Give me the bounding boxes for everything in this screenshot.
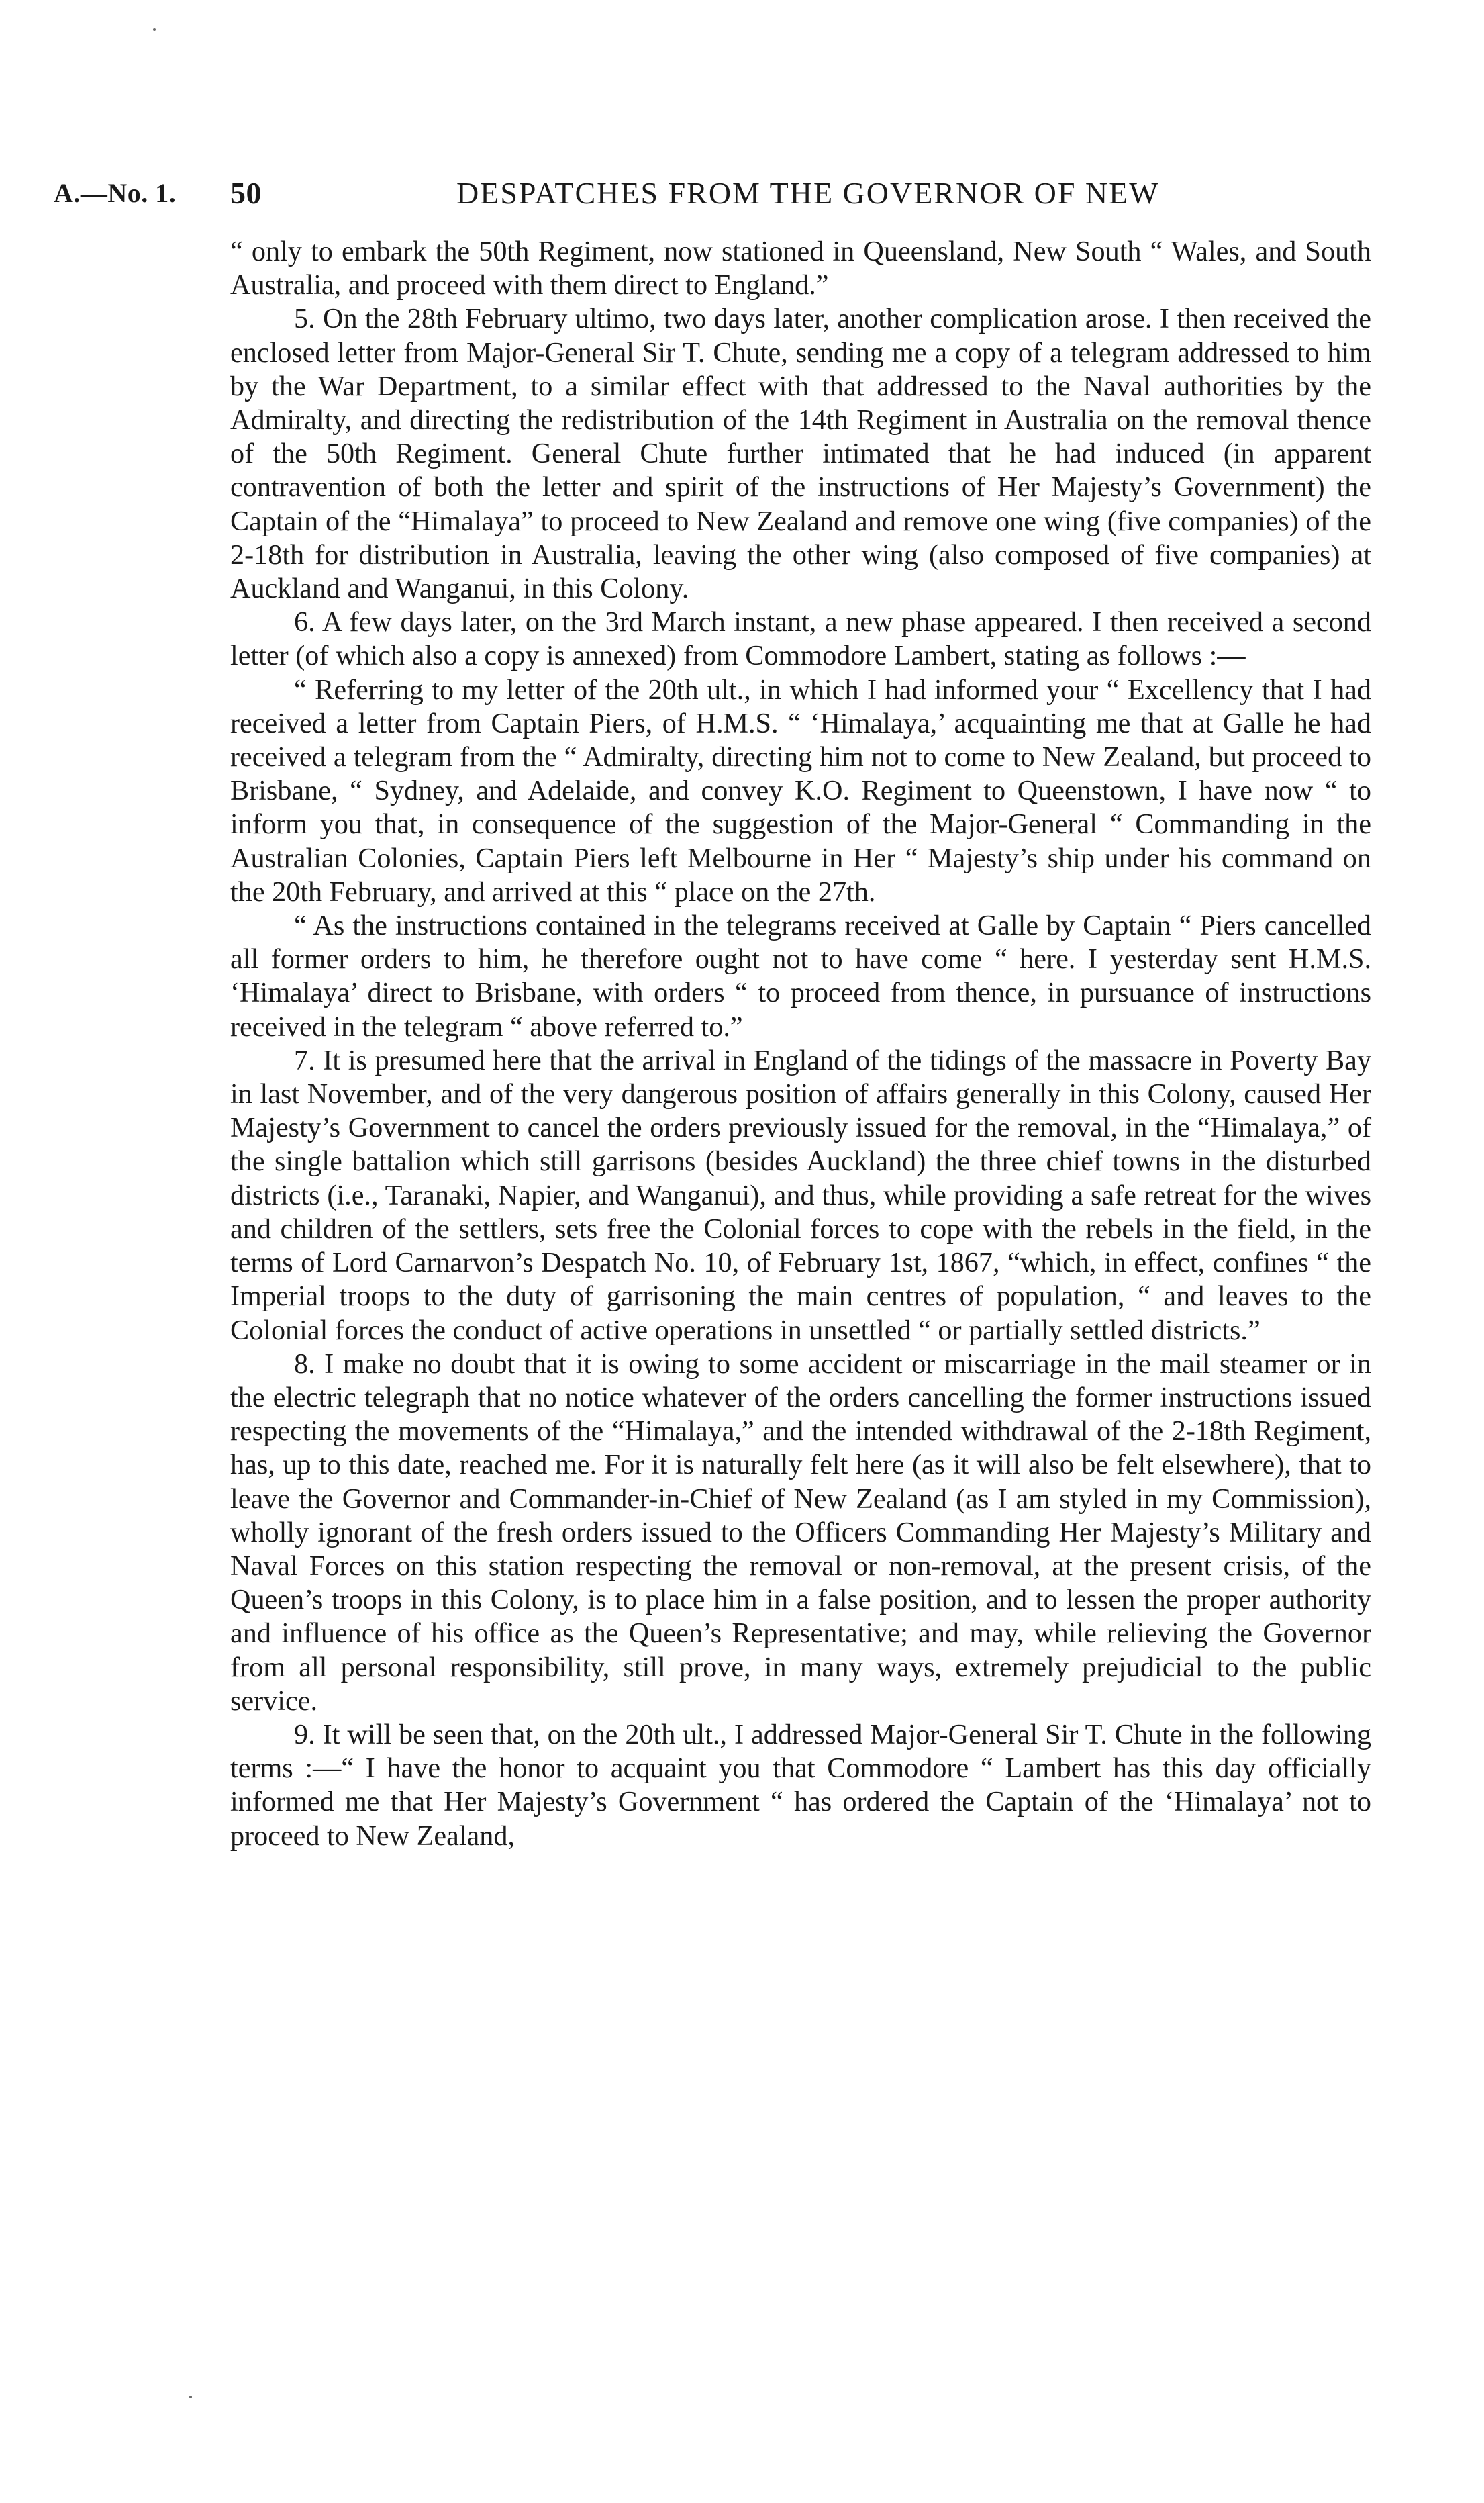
page-number: 50	[230, 176, 262, 210]
paragraph-9: 9. It will be seen that, on the 20th ult., I addressed Major-General Sir T. Chute in the following terms :—“ I have the honor to acquaint you that Commodore “ Lambert has this day officially informed me that Her Majesty’s Government “ has ordered the Captain of the ‘Himalaya’ not to proceed to New Zealand,	[230, 1718, 1371, 1852]
scan-speck	[153, 28, 156, 31]
paragraph-5: 5. On the 28th February ultimo, two days later, another complication arose. I then received the enclosed letter from Major-General Sir T. Chute, sending me a copy of a telegram addressed to him by the War Department, to a similar effect with that addressed to the Naval authorities by the Admiralty, and directing the redistribution of the 14th Regiment in Australia on the removal thence of the 50th Regiment. General Chute further intimated that he had induced (in apparent contravention of both the letter and spirit of the instructions of Her Majesty’s Government) the Captain of the “Himalaya” to proceed to New Zealand and remove one wing (five companies) of the 2-18th for distribution in Australia, leaving the other wing (also composed of five companies) at Auckland and Wanganui, in this Colony.	[230, 303, 1371, 605]
page-title: DESPATCHES FROM THE GOVERNOR OF NEW	[456, 176, 1160, 210]
quoted-letter-part-1: “ Referring to my letter of the 20th ult., in which I had informed your “ Excellency that I had received a letter from Captain Piers, of H.M.S. “ ‘Himalaya,’ acquainting me that at Galle he had received a telegram from the “ Admiralty, directing him not to come to New Zealand, but proceed to Brisbane, “ Sydney, and Adelaide, and convey K.O. Regiment to Queenstown, I have now “ to inform you that, in consequence of the suggestion of the Major-General “ Commanding in the Australian Colonies, Captain Piers left Melbourne in Her “ Majesty’s ship under his command on the 20th February, and arrived at this “ place on the 27th.	[230, 673, 1371, 908]
paragraph-7: 7. It is presumed here that the arrival in England of the tidings of the massacre in Poverty Bay in last November, and of the very dangerous position of affairs generally in this Colony, caused Her Majesty’s Government to cancel the orders previously issued for the removal, in the “Himalaya,” of the single battalion which still garrisons (besides Auckland) the three chief towns in the disturbed districts (i.e., Taranaki, Napier, and Wanganui), and thus, while providing a safe retreat for the wives and children of the settlers, sets free the Colonial forces to cope with the rebels in the field, in the terms of Lord Carnarvon’s Despatch No. 10, of February 1st, 1867, “which, in effect, confines “ the Imperial troops to the duty of garrisoning the main centres of population, “ and leaves to the Colonial forces the conduct of active operations in unsettled “ or partially settled districts.”	[230, 1044, 1371, 1346]
paragraph-6: 6. A few days later, on the 3rd March instant, a new phase appeared. I then received a second letter (of which also a copy is annexed) from Commodore Lambert, stating as follows :—	[230, 606, 1371, 672]
quoted-letter-part-2: “ As the instructions contained in the telegrams received at Galle by Captain “ Piers cancelled all former orders to him, he therefore ought not to have come “ here. I yesterday sent H.M.S. ‘Himalaya’ direct to Brisbane, with orders “ to proceed from thence, in pursuance of instructions received in the telegram “ above referred to.”	[230, 910, 1371, 1043]
paragraph-8: 8. I make no doubt that it is owing to some accident or miscarriage in the mail steamer or in the electric telegraph that no notice whatever of the orders cancelling the former instructions issued respecting the movements of the “Himalaya,” and the intended withdrawal of the 2-18th Regiment, has, up to this date, reached me. For it is naturally felt here (as it will also be felt elsewhere), that to leave the Governor and Commander-in-Chief of New Zealand (as I am styled in my Commission), wholly ignorant of the fresh orders issued to the Officers Commanding Her Majesty’s Military and Naval Forces on this station respecting the removal or non-removal, at the present crisis, of the Queen’s troops in this Colony, is to place him in a false position, and to lessen the proper authority and influence of his office as the Queen’s Representative; and may, while relieving the Governor from all personal responsibility, still prove, in many ways, extremely prejudicial to the public service.	[230, 1348, 1371, 1717]
body-text	[230, 235, 1371, 1853]
scan-speck	[189, 2396, 192, 2398]
quoted-continuation: “ only to embark the 50th Regiment, now stationed in Queensland, New South “ Wales, and South Australia, and proceed with them direct to England.”	[230, 236, 1371, 301]
page-header	[54, 173, 1396, 214]
document-reference: A.—No. 1.	[54, 178, 177, 208]
